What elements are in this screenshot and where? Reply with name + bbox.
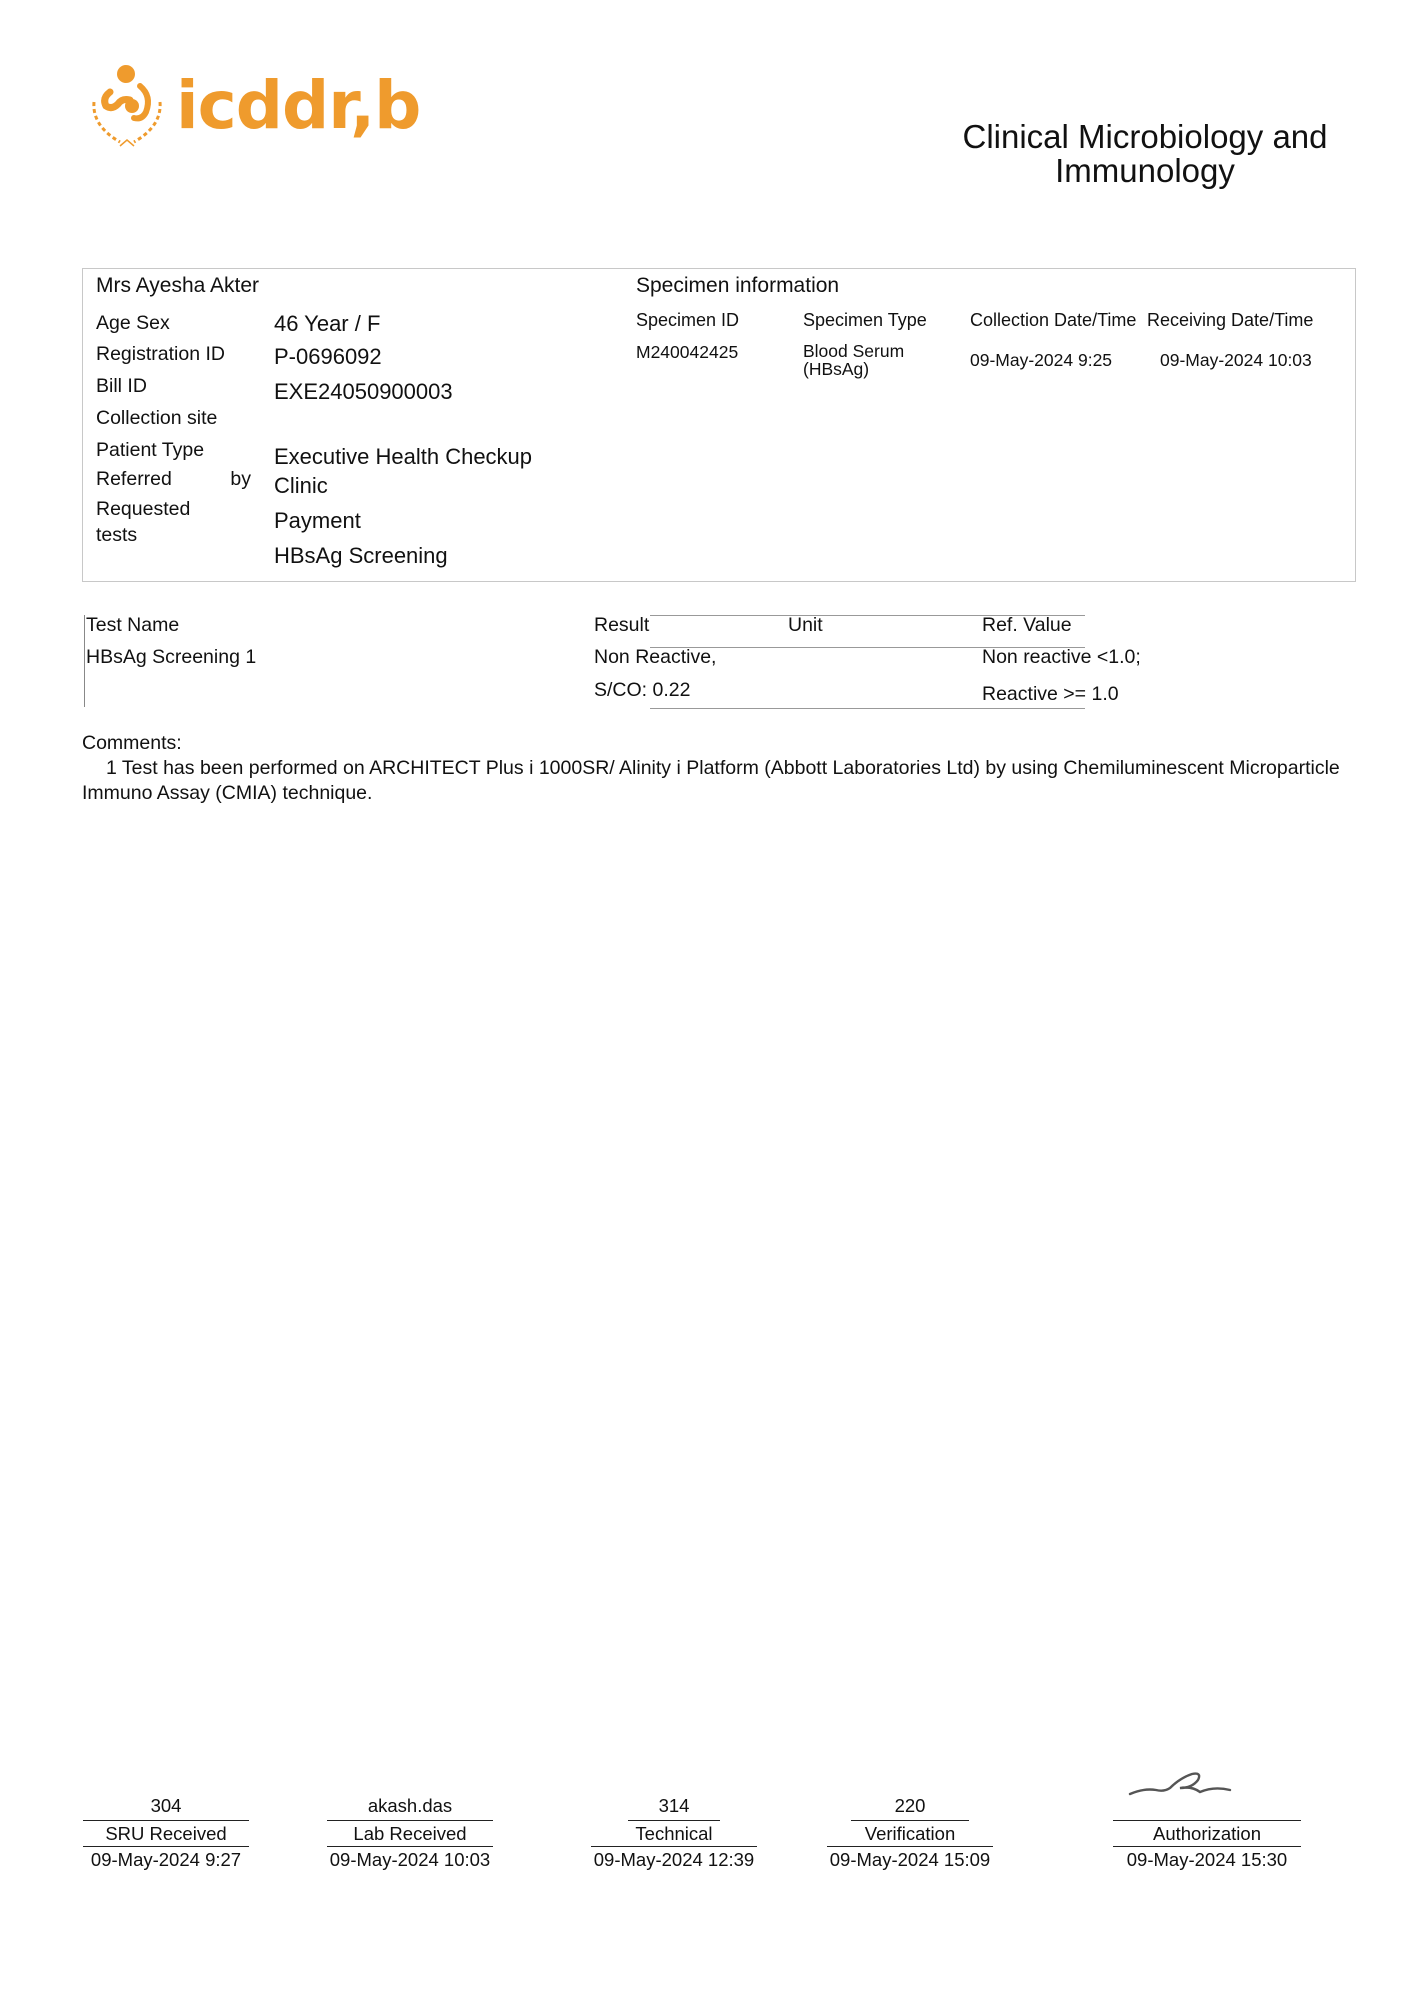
patient-type-label: Patient Type [96,439,205,461]
authorization-user [1112,1794,1302,1818]
technical-role: Technical [635,1823,713,1844]
referred-by-value: Clinic [274,473,328,498]
verification-role: Verification [864,1823,956,1844]
specimen-info-title: Specimen information [636,274,840,297]
result-cell-line2: S/CO: 0.22 [594,679,691,701]
registration-id-value: P-0696092 [274,344,382,369]
verification-user: 220 [894,1795,926,1816]
signature-sru-received [82,1794,250,1873]
receiving-datetime-header: Receiving Date/Time [1147,310,1314,330]
authorization-role: Authorization [1153,1823,1261,1844]
specimen-type-value: Blood Serum (HBsAg) [803,341,905,379]
ref-value-cell-line1: Non reactive <1.0; [982,646,1141,668]
test-name-cell: HBsAg Screening 1 [86,646,257,668]
age-sex-label: Age Sex [96,312,170,334]
result-cell-line1: Non Reactive, [594,646,717,668]
ref-value-cell-line2: Reactive >= 1.0 [982,683,1119,705]
unit-header: Unit [788,614,823,636]
requested-test-value: HBsAg Screening [274,543,448,568]
bill-id-label: Bill ID [96,375,147,397]
technical-date: 09-May-2024 12:39 [593,1849,755,1870]
technical-user: 314 [658,1795,690,1816]
patient-type-value: Executive Health Checkup [274,444,533,469]
signature-verification [822,1794,998,1873]
requested-tests-label: Requested tests [96,498,191,546]
age-sex-value: 46 Year / F [274,311,381,336]
verification-date: 09-May-2024 15:09 [829,1849,991,1870]
specimen-id-header: Specimen ID [636,310,740,330]
logo-emblem-icon [84,62,170,152]
lab-received-date: 09-May-2024 10:03 [329,1849,491,1870]
sru-received-user: 304 [150,1795,182,1816]
department-title: Clinical Microbiology and Immunology [962,118,1328,189]
specimen-type-header: Specimen Type [803,310,927,330]
comments-section [82,731,1352,806]
result-header: Result [594,614,650,636]
ref-value-header: Ref. Value [982,614,1072,636]
bill-id-value: EXE24050900003 [274,379,453,404]
authorization-date: 09-May-2024 15:30 [1126,1849,1288,1870]
patient-name: Mrs Ayesha Akter [96,274,260,297]
table-bottom-rule [650,708,1085,709]
table-left-border [84,615,85,707]
signature-lab-received [326,1794,494,1873]
comments-label: Comments: [82,732,182,754]
signature-authorization [1112,1794,1302,1873]
lab-received-user: akash.das [367,1795,453,1816]
logo-wordmark: icddr,b [176,67,421,144]
receiving-datetime-value: 09-May-2024 10:03 [1160,350,1312,370]
signature-technical [586,1794,762,1873]
icddrb-logo [84,62,421,152]
referred-by-label: Referred by [96,468,251,490]
test-name-header: Test Name [86,614,180,636]
sru-received-date: 09-May-2024 9:27 [90,1849,242,1870]
registration-id-label: Registration ID [96,343,225,365]
collection-datetime-header: Collection Date/Time [970,310,1137,330]
comments-text: 1 Test has been performed on ARCHITECT Plus i 1000SR/ Alinity i Platform (Abbott Laboratories Ltd) by using Chemiluminescent Microparticle Immuno Assay (CMIA) technique. [82,757,1340,804]
collection-site-label: Collection site [96,407,218,429]
collection-datetime-value: 09-May-2024 9:25 [970,350,1113,370]
sru-received-role: SRU Received [105,1823,227,1844]
lab-received-role: Lab Received [353,1823,467,1844]
specimen-id-value: M240042425 [636,342,739,362]
payment-value: Payment [274,508,361,533]
